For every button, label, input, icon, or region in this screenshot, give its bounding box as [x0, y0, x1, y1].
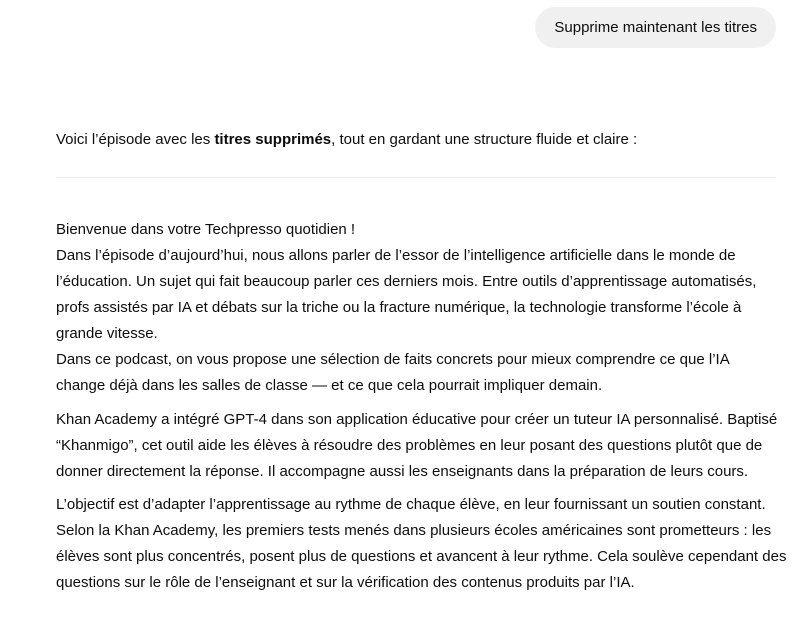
- intro-text-before: Voici l’épisode avec les: [56, 131, 215, 148]
- paragraph-line: Dans l’épisode d’aujourd’hui, nous allons parler de l’essor de l’intelligence artificielle dans le monde de: [56, 247, 736, 264]
- paragraph-line: Selon la Khan Academy, les premiers tests menés dans plusieurs écoles américaines sont prometteurs : les: [56, 522, 772, 539]
- user-message-text: Supprime maintenant les titres: [554, 18, 757, 36]
- assistant-message: [56, 127, 787, 596]
- paragraph-line: change déjà dans les salles de classe — et ce que cela pourrait impliquer demain.: [56, 377, 603, 394]
- paragraph-line: “Khanmigo”, cet outil aide les élèves à résoudre des problèmes en leur posant des questions plutôt que de: [56, 437, 763, 454]
- paragraph-line: profs assistés par IA et débats sur la triche ou la fracture numérique, la technologie transforme l’école à: [56, 299, 742, 316]
- paragraph-objective: [56, 492, 787, 596]
- paragraph-line: Khan Academy a intégré GPT-4 dans son application éducative pour créer un tuteur IA personnalisé. Baptisé: [56, 411, 778, 428]
- user-message-bubble: [535, 7, 776, 48]
- paragraph-line: questions sur le rôle de l’enseignant et sur la vérification des contenus produits par l’IA.: [56, 574, 635, 591]
- paragraph-welcome: [56, 217, 778, 399]
- paragraph-line: Dans ce podcast, on vous propose une sélection de faits concrets pour mieux comprendre ce que l’IA: [56, 351, 730, 368]
- paragraph-line: l’éducation. Un sujet qui fait beaucoup parler ces derniers mois. Entre outils d’apprentissage automatisés,: [56, 273, 757, 290]
- assistant-intro: [56, 127, 778, 153]
- paragraph-line: élèves sont plus concentrés, posent plus de questions et avancent à leur rythme. Cela soulève cependant des: [56, 548, 787, 565]
- paragraph-khanmigo: [56, 407, 778, 485]
- paragraph-line: grande vitesse.: [56, 325, 158, 342]
- paragraph-line: L’objectif est d’adapter l’apprentissage au rythme de chaque élève, en leur fournissant un soutien constant.: [56, 496, 766, 513]
- intro-text-after: , tout en gardant une structure fluide et claire :: [331, 131, 638, 148]
- section-divider: [56, 177, 776, 178]
- intro-text-bold: titres supprimés: [214, 131, 332, 148]
- paragraph-line: donner directement la réponse. Il accompagne aussi les enseignants dans la préparation de leurs cours.: [56, 463, 749, 480]
- paragraph-line: Bienvenue dans votre Techpresso quotidien !: [56, 221, 356, 238]
